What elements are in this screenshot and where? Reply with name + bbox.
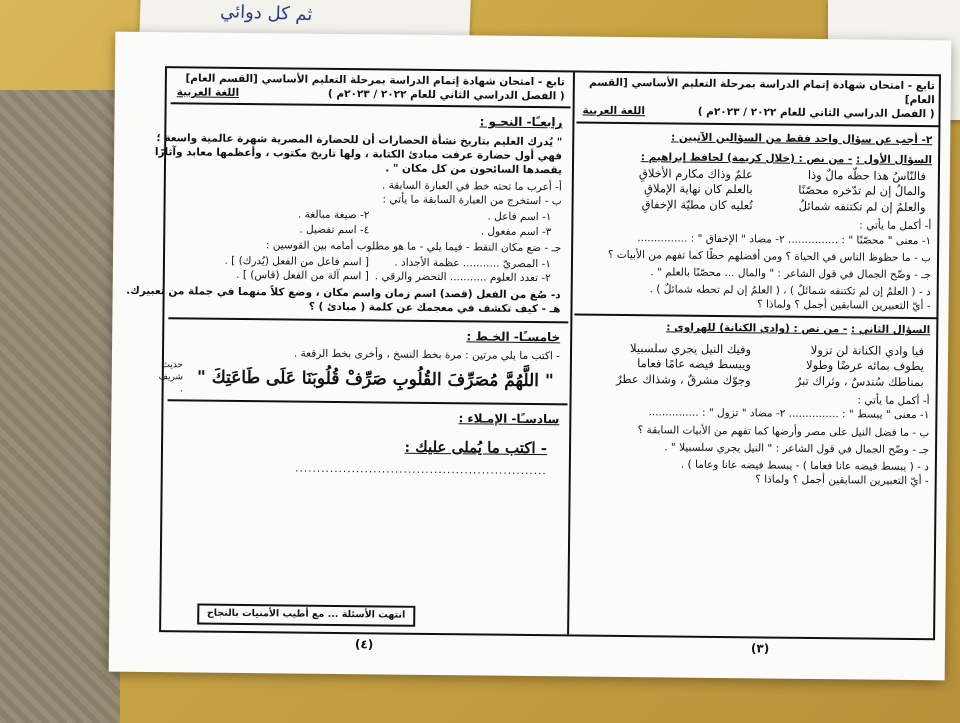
q1-b: ب - ما حظوظ الناس في الحياة ؟ ومن أفضلهم حظًا كما تفهم من الأبيات ؟ (607, 248, 932, 264)
q2-poem (588, 340, 924, 390)
s6-title: سادسـًا- الإمـلاء : (458, 411, 560, 427)
qd: د- صُغ من الفعل (قصد) اسم زمان واسم مكان ، وضع كلاً منهما في جملة من تعبيرك. (126, 285, 561, 302)
q1-d: د - ( العلمُ إن لم تكتنفه شمائلٌ ) ، ( العلمُ إن لم تحطه شمائلٌ ) . (649, 283, 931, 299)
s5-title: خامسـًا- الخـط : (466, 328, 561, 344)
poem-verse: وجوّك مشرقٌ ، وشذاك عطرٌ (616, 371, 751, 387)
passage-line: " يُدرك العليم بتاريخ نشأة الحضارات أن للحضارة المصرية شهرة عالمية واسعة ؛ (156, 131, 563, 148)
exam-frame (126, 66, 941, 656)
calligraphy-text: " اللَّهُمَّ مُصَرِّفَ القُلُوبِ صَرِّفْ قُلُوبَنَا عَلَى طَاعَتِكَ " (196, 367, 554, 391)
qc-item: ٢- تعدد العلوم ........... التحضر والرقي . (374, 270, 551, 285)
instruction: ٢- أجب عن سؤال واحد فقط من السؤالين الآتيين : (670, 130, 933, 146)
qe: هـ - كيف تكشف في معجمك عن كلمة ( مبادئ ) ؟ (308, 301, 561, 316)
q1-poem (590, 165, 926, 215)
poem-verse: بمناطك سُندسٌ ، وثراك تبرٌ (795, 373, 924, 389)
q1-a1: ١- معنى " محصّنًا " : ............... ٢- مضاد " الإخفاق " : ............... (637, 231, 932, 247)
right-page (571, 72, 941, 656)
header-line1: تابع - امتحان شهادة إتمام الدراسة بمرحلة التعليم الأساسي [القسم العام] (588, 76, 935, 107)
poem-verse: فالنّاسُ هذا حظّه مالٌ وذا (807, 167, 926, 183)
qb-items (187, 207, 551, 239)
page-number-right: (٣) (750, 641, 770, 656)
q1-label: السؤال الأول : (855, 153, 933, 166)
right-header (576, 72, 941, 126)
qb-item: ٢- صيغة مبالغة . (297, 208, 370, 222)
poem-verse: يطوف بمائه عرضًا وطولا (805, 358, 924, 374)
q2-a1: ١- معنى " يبسط " : ............... ٢- مضاد " تزول " : ............... (648, 406, 930, 422)
q2-d2: - أيّ التعبيرين السابقين أجمل ؟ ولماذا ؟ (755, 473, 929, 488)
qc-items (187, 253, 551, 285)
handwriting: ثم كل دوائي (219, 1, 313, 26)
left-header (171, 68, 571, 109)
header-line2: ( الفصل الدراسي الثاني للعام ٢٠٢٢ / ٢٠٢٣م ) (697, 106, 935, 121)
qc: جـ - ضع مكان النقط - فيما يلي - ما هو مطلوب أمامه بين القوسين : (265, 238, 562, 255)
page-number-left: (٤) (354, 636, 374, 652)
passage-line: يقصدها السائحون من كل مكان " . (385, 162, 563, 177)
passage-line: فهي أول حضارة عرفت مبادئ الكتابة ، ولها تاريخ مكتوب ، وأعظمها معابد وآثارًا (154, 145, 563, 163)
poem-verse: والعلمُ إن لم تكتنفه شمائلٌ (798, 198, 926, 215)
s5-instr: - اكتب ما يلي مرتين : مرة بخط النسخ ، وأخرى بخط الرقعة . (293, 347, 561, 363)
s6-instr: - اكتب ما يُملى عليك : (404, 437, 548, 457)
header-subject: اللغة العربية (176, 86, 240, 100)
s4-title: رابعـًا- النحـو : (479, 114, 563, 130)
qc-item: ١- المصريّ ........... عظمة الأجداد . (394, 256, 552, 271)
header-line2: ( الفصل الدراسي الثاني للعام ٢٠٢٢ / ٢٠٢٣م ) (327, 88, 565, 103)
q1-d2: - أيّ التعبيرين السابقين أجمل ؟ ولماذا ؟ (757, 298, 931, 313)
left-page (126, 68, 571, 652)
qb-item: ٣- اسم مفعول . (480, 225, 552, 238)
qc-hint: [ اسم فاعل من الفعل (يُدرك) ] . (224, 254, 370, 269)
qb-item: ١- اسم فاعل . (487, 210, 552, 224)
q2-title: - من نص : (وادي الكنانة) للهراوي : (666, 321, 848, 336)
header-subject: اللغة العربية (582, 104, 646, 118)
qb-item: ٤- اسم تفضيل . (299, 223, 370, 236)
q2-d: د - ( يبسط فيضه عانا فعاما ) - يبسط فيضه عانا وعاما ) . (680, 458, 929, 474)
poem-verse: تُعليه كان مطيّة الإخفاقِ (641, 197, 753, 213)
section-divider (574, 314, 938, 320)
qb: ب - استخرج من العبارة السابقة ما يأتي : (382, 193, 562, 208)
poem-verse: ويبسط فيضه عامًا فعاما (637, 356, 751, 372)
qc-hint: [ اسم آلة من الفعل (قاس) ] . (236, 268, 369, 283)
section-divider (168, 400, 568, 406)
end-note: انتهت الأسئلة ... مع أطيب الأمنيات بالنجاح (197, 604, 416, 627)
poem-verse: بالعلم كان نهاية الإملاقِ (643, 181, 753, 197)
q2-a: أ- أكمل ما يأتي : (857, 394, 930, 408)
q1-a: أ- أكمل ما يأتي : (859, 219, 932, 233)
poem-verse: والمالُ إن لم تدّخره محصّنًا (798, 183, 926, 199)
q1-c: جـ - وضّح الجمال في قول الشاعر : " والمال ... محصّنًا بالعلم " . (650, 266, 931, 282)
exam-sheet (109, 32, 952, 681)
q1-title: - من نص : (خلال كريمة) لحافظ إبراهيم : (640, 150, 853, 166)
calligraphy-source: حديث شريف . (158, 360, 184, 395)
q2-label: السؤال الثاني : (850, 323, 931, 337)
poem-verse: فيا وادي الكنانة لن تزولا (810, 342, 925, 358)
section-divider (168, 317, 568, 323)
q2-c: جـ - وضّح الجمال في قول الشاعر : " النيل يجري سلسبيلا " . (664, 441, 930, 456)
poem-verse: علمٌ وذاك مكارم الأخلاقِ (638, 165, 753, 182)
floor-background (0, 90, 120, 723)
header-line1: تابع - امتحان شهادة إتمام الدراسة بمرحلة التعليم الأساسي [القسم العام] (185, 72, 565, 89)
q2-b: ب - ما فضل النيل على مصر وأرضها كما تفهم من الأبيات السابقة ؟ (637, 423, 930, 439)
answer-line: .......................................................... (295, 462, 547, 477)
qa: أ- أعرب ما تحته خط في العبارة السابقة . (381, 179, 562, 194)
poem-verse: وفيك النيل يجري سلسبيلا (630, 340, 752, 356)
